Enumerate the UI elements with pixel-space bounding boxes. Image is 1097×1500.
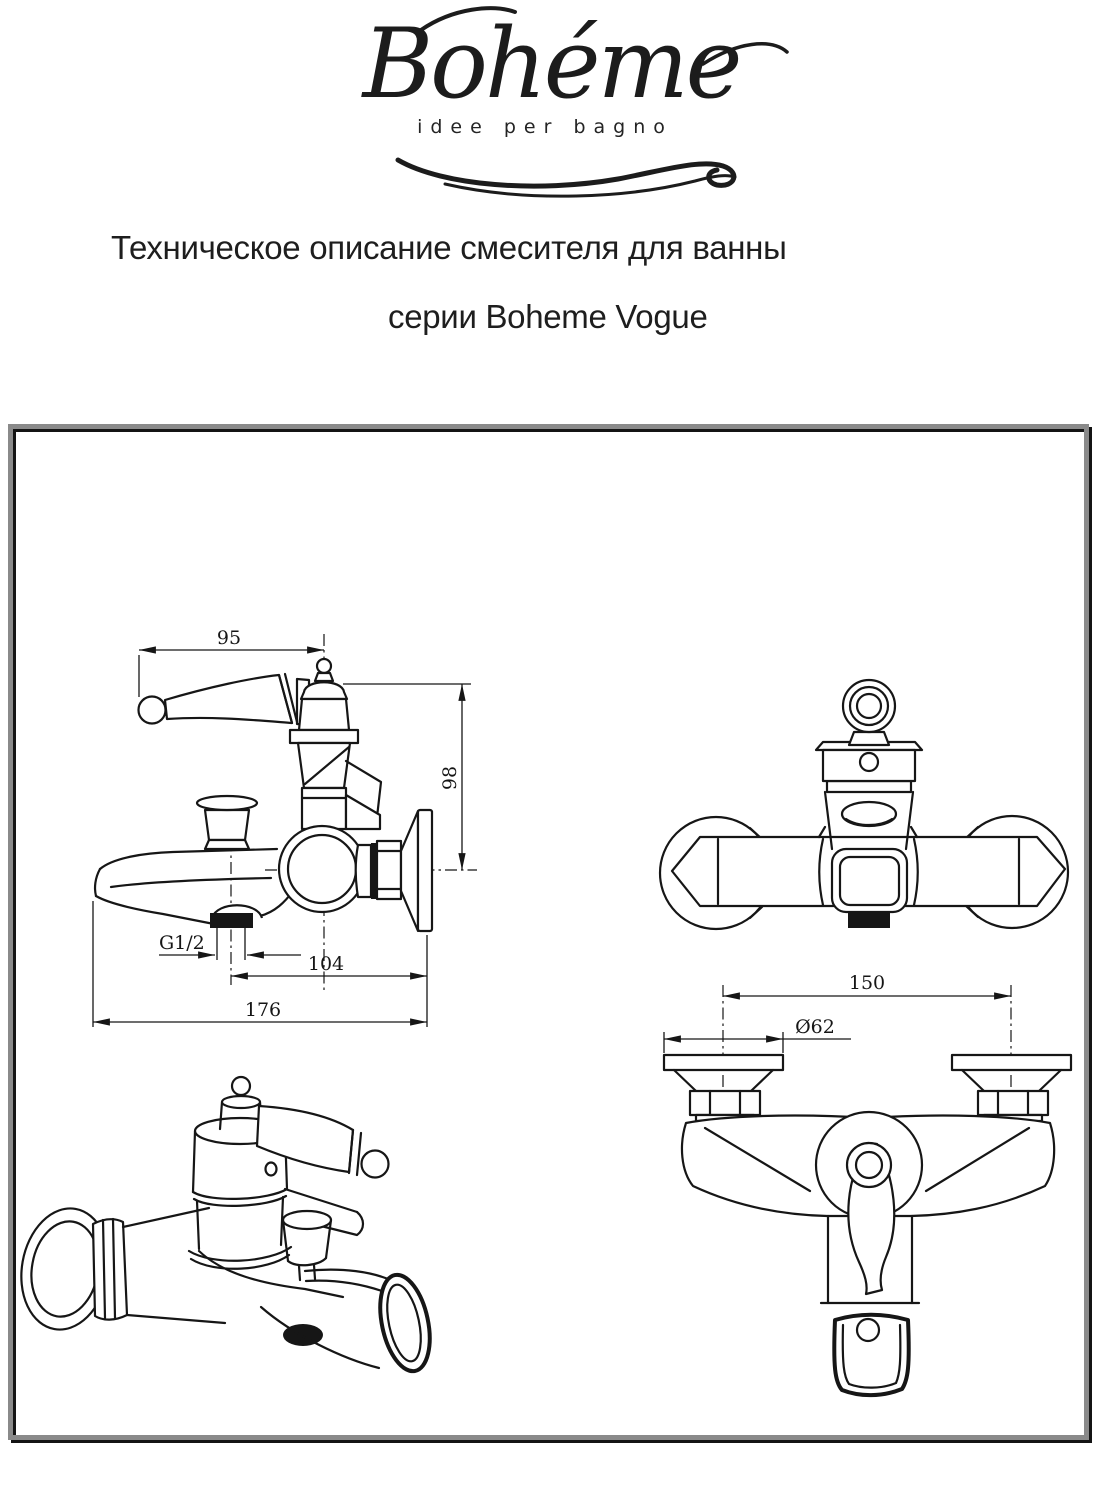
document-title-line2: серии Boheme Vogue — [388, 298, 708, 335]
dim-95-label: 95 — [216, 627, 242, 649]
dim-104-label: 104 — [307, 953, 345, 975]
perspective-view-drawing — [13, 1077, 438, 1376]
dim-thread-label: G1/2 — [159, 932, 205, 954]
wall-flange-3d — [13, 1201, 127, 1336]
cartridge-3d — [189, 1077, 291, 1269]
logo-underline-swash — [398, 160, 735, 196]
spout — [95, 849, 293, 928]
dim-98-label: 98 — [439, 765, 461, 791]
brand-logo — [293, 0, 813, 210]
left-flange-front — [664, 1055, 783, 1121]
dim-176-label: 176 — [244, 999, 282, 1021]
outlet-top — [848, 912, 890, 928]
diverter-knob — [197, 796, 257, 849]
right-flange-front — [952, 1055, 1071, 1121]
technical-drawing-frame — [8, 424, 1089, 1440]
wall-escutcheon — [418, 810, 432, 931]
technical-drawing — [13, 429, 1084, 1435]
aerator-thread — [210, 913, 253, 928]
hand-shower — [834, 1315, 908, 1395]
front-view-drawing — [664, 972, 1071, 1395]
document-title-line1: Техническое описание смесителя для ванны — [111, 229, 787, 266]
valve-body — [279, 826, 365, 912]
dim-176 — [93, 901, 427, 1027]
dim-150-label: 150 — [848, 972, 886, 994]
dim-thread — [159, 928, 301, 960]
cap-screw-hole — [860, 753, 878, 771]
handle-ring-top — [843, 680, 895, 732]
lever-handle — [139, 674, 310, 725]
dim-diameter-62-label: Ø62 — [795, 1016, 835, 1038]
dim-diameter-62 — [664, 1016, 851, 1053]
brand-tagline: idee per bagno — [417, 116, 673, 138]
dim-150 — [723, 972, 1011, 996]
brand-name: Bohéme — [362, 8, 740, 120]
top-view-drawing — [660, 680, 1068, 929]
side-view-drawing — [93, 627, 477, 1027]
